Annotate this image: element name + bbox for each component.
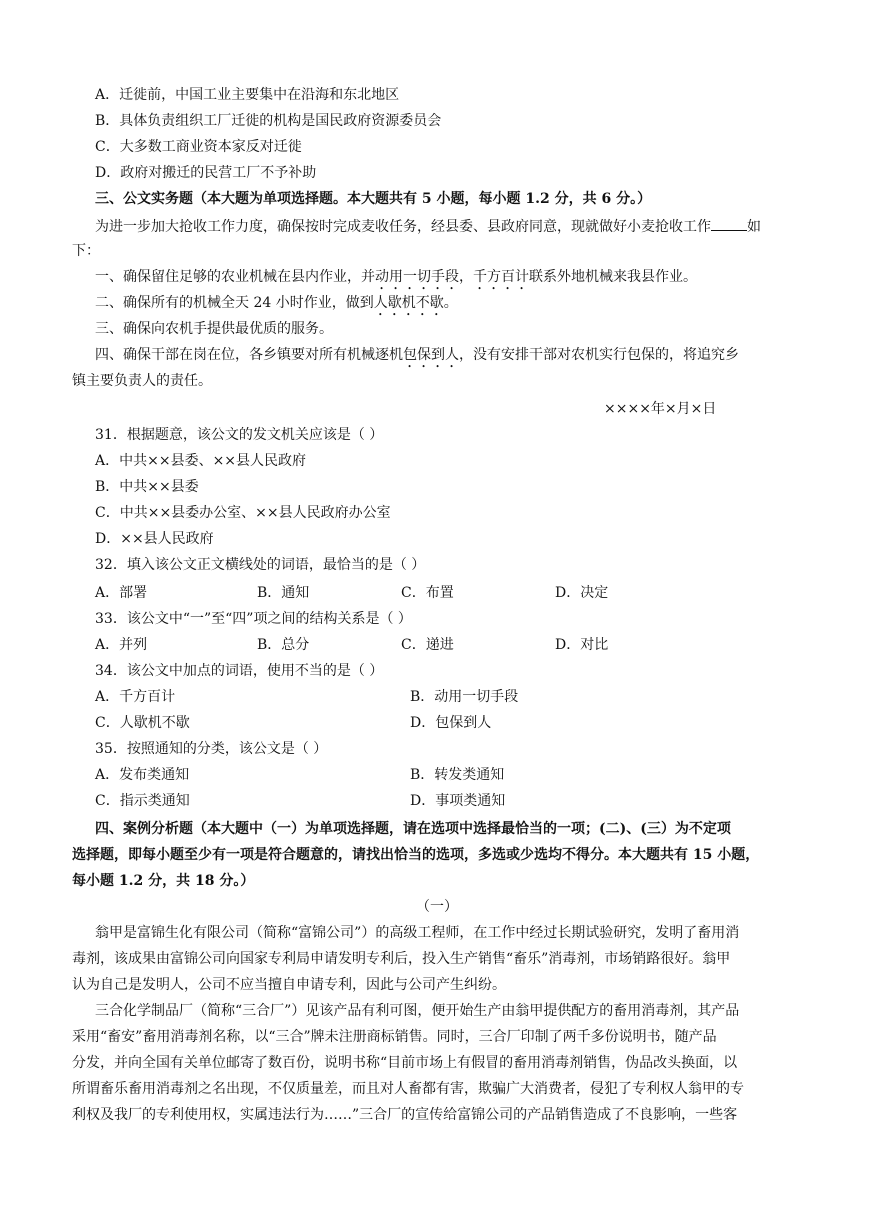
notice-item-4 xyxy=(95,346,739,371)
item4-dotted-word: 包保到人 xyxy=(403,347,459,363)
q33-option-d: D．对比 xyxy=(555,637,609,653)
q32-option-a: A．部署 xyxy=(95,585,148,601)
q30-option-c: C．大多数工商业资本家反对迁徙 xyxy=(95,139,302,155)
q30-option-b: B．具体负责组织工厂迁徙的机构是国民政府资源委员会 xyxy=(95,113,442,129)
q34-option-c: C．人歇机不歇 xyxy=(95,715,190,731)
q34-option-a: A．千方百计 xyxy=(95,689,176,705)
q31-option-b: B．中共××县委 xyxy=(95,479,199,495)
notice-item-4-cont: 镇主要负责人的责任。 xyxy=(72,373,212,389)
case-para2-line4: 所谓畜乐畜用消毒剂之名出现，不仅质量差，而且对人畜都有害，欺骗广大消费者，侵犯了专利权人翁甲的专 xyxy=(72,1081,744,1097)
item1-text: 一、确保留住足够的农业机械在县内作业，并 xyxy=(95,269,375,285)
q33-option-c: C．递进 xyxy=(401,637,454,653)
case-para1-line2: 毒剂，该成果由富锦公司向国家专利局申请发明专利后，投入生产销售“畜乐”消毒剂，市场销路很好。翁甲 xyxy=(72,951,731,967)
q33-option-a: A．并列 xyxy=(95,637,148,653)
item1-tail: 联系外地机械来我县作业。 xyxy=(529,269,697,285)
notice-intro-tail: 如 xyxy=(747,219,761,235)
q32-option-c: C．布置 xyxy=(401,585,454,601)
q34-option-b: B．动用一切手段 xyxy=(410,689,519,705)
case-part-label: （一） xyxy=(416,899,458,915)
item1-dotted-word: 动用一切手段 xyxy=(375,269,459,285)
q30-option-a: A．迁徙前，中国工业主要集中在沿海和东北地区 xyxy=(95,87,400,103)
q32-option-d: D．决定 xyxy=(555,585,609,601)
item4-text: 四、确保干部在岗在位，各乡镇要对所有机械逐机 xyxy=(95,347,403,363)
notice-item-3: 三、确保向农机手提供最优质的服务。 xyxy=(95,321,333,337)
q35-option-b: B．转发类通知 xyxy=(410,767,505,783)
section4-title-line3: 每小题 1.2 分，共 18 分。） xyxy=(72,873,255,889)
fill-in-blank xyxy=(711,216,747,231)
item2-text: 二、确保所有的机械全天 24 小时作业，做到 xyxy=(95,295,374,311)
item2-dotted-word: 人歇机不歇 xyxy=(373,295,444,311)
q34-stem: 34．该公文中加点的词语，使用不当的是（ ） xyxy=(95,663,384,679)
q32-option-b: B．通知 xyxy=(257,585,310,601)
case-para2-line5: 利权及我厂的专利使用权，实属违法行为……”三合厂的宣传给富锦公司的产品销售造成了不良影响，一些客 xyxy=(72,1107,738,1123)
item4-tail: ，没有安排干部对农机实行包保的，将追究乡 xyxy=(459,347,739,363)
q31-option-c: C．中共××县委办公室、××县人民政府办公室 xyxy=(95,505,391,521)
case-para2-line3: 分发，并向全国有关单位邮寄了数百份，说明书称“目前市场上有假冒的畜用消毒剂销售，伪品改头换面，以 xyxy=(72,1055,738,1071)
notice-intro-text: 为进一步加大抢收工作力度，确保按时完成麦收任务，经县委、县政府同意，现就做好小麦抢收工作 xyxy=(95,219,711,235)
section3-title: 三、公文实务题（本大题为单项选择题。本大题共有 5 小题，每小题 1.2 分，共 6 分。） xyxy=(95,191,652,207)
case-para2-line1: 三合化学制品厂（简称“三合厂”）见该产品有利可图，便开始生产由翁甲提供配方的畜用消毒剂，其产品 xyxy=(95,1003,740,1019)
item1-dotted-word-2: 千方百计 xyxy=(473,269,529,285)
q35-stem: 35．按照通知的分类，该公文是（ ） xyxy=(95,741,328,757)
item1-sep: ， xyxy=(459,269,473,285)
section4-title-line2: 选择题，即每小题至少有一项是符合题意的，请找出恰当的选项，多选或少选均不得分。本大题共有 15 小题， xyxy=(72,847,760,863)
notice-intro-cont: 下： xyxy=(72,243,100,259)
q35-option-a: A．发布类通知 xyxy=(95,767,190,783)
item2-tail: 。 xyxy=(443,295,458,311)
q31-option-a: A．中共××县委、××县人民政府 xyxy=(95,453,307,469)
q31-stem: 31．根据题意，该公文的发文机关应该是（ ） xyxy=(95,427,384,443)
case-para1-line3: 认为自己是发明人，公司不应当擅自申请专利，因此与公司产生纠纷。 xyxy=(72,977,506,993)
notice-item-2 xyxy=(95,294,458,319)
q34-option-d: D．包保到人 xyxy=(410,715,492,731)
case-para2-line2: 采用“畜安”畜用消毒剂名称，以“三合”牌未注册商标销售。同时，三合厂印制了两千多份说明书，随产品 xyxy=(72,1029,717,1045)
q31-option-d: D．××县人民政府 xyxy=(95,531,214,547)
q32-stem: 32．填入该公文正文横线处的词语，最恰当的是（ ） xyxy=(95,557,426,573)
notice-date: ××××年×月×日 xyxy=(604,401,717,417)
q33-stem: 33．该公文中“一”至“四”项之间的结构关系是（ ） xyxy=(95,611,412,627)
notice-intro-line xyxy=(95,216,761,236)
q30-option-d: D．政府对搬迁的民营工厂不予补助 xyxy=(95,165,317,181)
section4-title-line1: 四、案例分析题（本大题中（一）为单项选择题，请在选项中选择最恰当的一项；(二)、(三）为不定项 xyxy=(95,821,731,837)
q35-option-d: D．事项类通知 xyxy=(410,793,506,809)
q33-option-b: B．总分 xyxy=(257,637,310,653)
case-para1-line1: 翁甲是富锦生化有限公司（简称“富锦公司”）的高级工程师，在工作中经过长期试验研究，发明了畜用消 xyxy=(95,925,740,941)
q35-option-c: C．指示类通知 xyxy=(95,793,190,809)
notice-item-1 xyxy=(95,268,697,293)
